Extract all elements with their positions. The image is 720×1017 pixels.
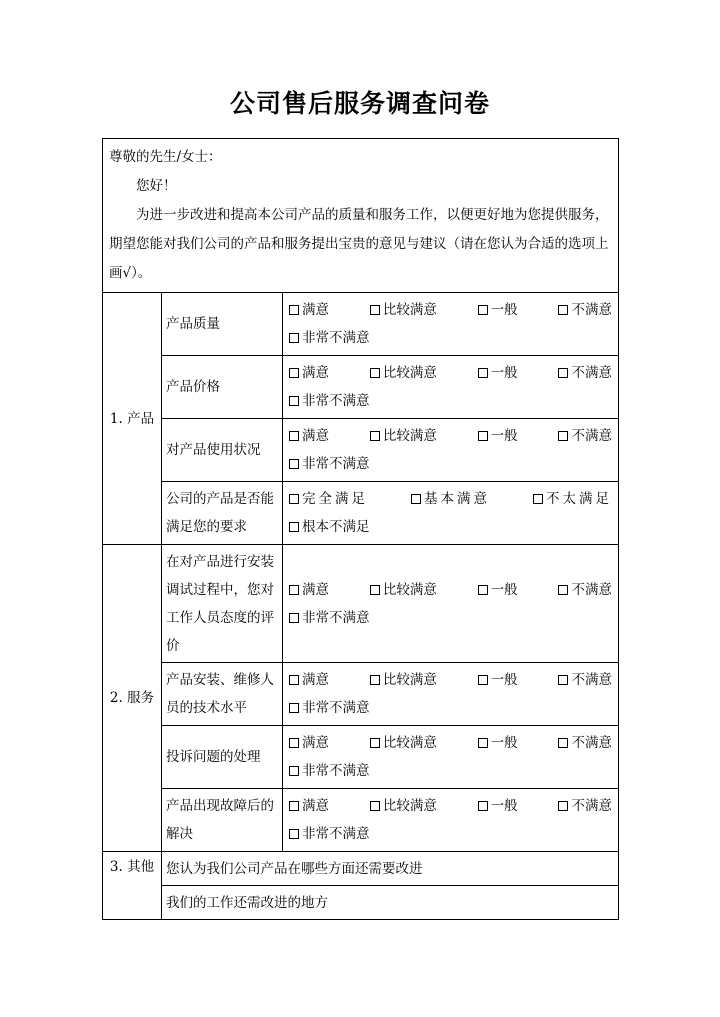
checkbox-icon[interactable] — [478, 431, 488, 441]
checkbox-icon[interactable] — [289, 305, 299, 315]
checkbox-icon[interactable] — [478, 585, 488, 595]
survey-table — [102, 138, 619, 920]
question-complaint-handling: 投诉问题的处理 — [162, 726, 283, 789]
options-fault-resolution — [283, 789, 619, 852]
checkbox-icon[interactable] — [370, 585, 380, 595]
question-product-quality: 产品质量 — [162, 293, 283, 356]
page-title: 公司售后服务调查问卷 — [229, 89, 490, 118]
options-product-price — [283, 356, 619, 419]
question-staff-attitude: 在对产品进行安装调试过程中，您对工作人员态度的评价 — [162, 545, 283, 663]
checkbox-icon[interactable] — [478, 675, 488, 685]
checkbox-icon[interactable] — [558, 585, 568, 595]
question-product-price: 产品价格 — [162, 356, 283, 419]
option-satisfied[interactable]: 满意 — [289, 422, 329, 450]
option-fairly-satisfied[interactable]: 比较满意 — [370, 576, 437, 604]
option-average[interactable]: 一般 — [478, 359, 518, 387]
checkbox-icon[interactable] — [558, 368, 568, 378]
option-dissatisfied[interactable]: 不满意 — [558, 359, 612, 387]
option-fully-meets[interactable]: 完全满足 — [289, 485, 368, 513]
option-satisfied[interactable]: 满意 — [289, 729, 329, 757]
option-satisfied[interactable]: 满意 — [289, 792, 329, 820]
option-basically-satisfied[interactable]: 基本满意 — [411, 485, 490, 513]
checkbox-icon[interactable] — [533, 494, 543, 504]
option-fairly-satisfied[interactable]: 比较满意 — [370, 296, 437, 324]
option-average[interactable]: 一般 — [478, 422, 518, 450]
options-staff-attitude — [283, 545, 619, 663]
section-label-service: 2. 服务 — [103, 545, 162, 852]
checkbox-icon[interactable] — [558, 801, 568, 811]
option-fairly-satisfied[interactable]: 比较满意 — [370, 729, 437, 757]
option-very-dissatisfied[interactable]: 非常不满意 — [289, 324, 370, 352]
checkbox-icon[interactable] — [478, 738, 488, 748]
checkbox-icon[interactable] — [289, 675, 299, 685]
option-fairly-satisfied[interactable]: 比较满意 — [370, 666, 437, 694]
checkbox-icon[interactable] — [289, 703, 299, 713]
option-very-dissatisfied[interactable]: 非常不满意 — [289, 450, 370, 478]
checkbox-icon[interactable] — [478, 368, 488, 378]
question-product-meets-needs: 公司的产品是否能满足您的要求 — [162, 482, 283, 545]
option-dissatisfied[interactable]: 不满意 — [558, 666, 612, 694]
checkbox-icon[interactable] — [558, 738, 568, 748]
option-average[interactable]: 一般 — [478, 792, 518, 820]
option-fairly-satisfied[interactable]: 比较满意 — [370, 422, 437, 450]
option-very-dissatisfied[interactable]: 非常不满意 — [289, 387, 370, 415]
checkbox-icon[interactable] — [289, 522, 299, 532]
option-average[interactable]: 一般 — [478, 729, 518, 757]
checkbox-icon[interactable] — [289, 494, 299, 504]
option-average[interactable]: 一般 — [478, 666, 518, 694]
intro-cell — [103, 139, 619, 293]
checkbox-icon[interactable] — [370, 431, 380, 441]
option-satisfied[interactable]: 满意 — [289, 359, 329, 387]
option-satisfied[interactable]: 满意 — [289, 666, 329, 694]
checkbox-icon[interactable] — [558, 305, 568, 315]
checkbox-icon[interactable] — [478, 305, 488, 315]
checkbox-icon[interactable] — [289, 801, 299, 811]
checkbox-icon[interactable] — [478, 801, 488, 811]
checkbox-icon[interactable] — [370, 675, 380, 685]
checkbox-icon[interactable] — [289, 396, 299, 406]
option-fairly-satisfied[interactable]: 比较满意 — [370, 792, 437, 820]
checkbox-icon[interactable] — [289, 459, 299, 469]
options-product-quality — [283, 293, 619, 356]
option-very-dissatisfied[interactable]: 非常不满意 — [289, 604, 370, 632]
checkbox-icon[interactable] — [289, 738, 299, 748]
option-very-dissatisfied[interactable]: 非常不满意 — [289, 757, 370, 785]
checkbox-icon[interactable] — [558, 431, 568, 441]
checkbox-icon[interactable] — [289, 431, 299, 441]
option-dissatisfied[interactable]: 不满意 — [558, 792, 612, 820]
question-product-improvement: 您认为我们公司产品在哪些方面还需要改进 — [162, 852, 619, 886]
question-work-improvement: 我们的工作还需改进的地方 — [162, 886, 619, 920]
checkbox-icon[interactable] — [370, 368, 380, 378]
options-product-usage — [283, 419, 619, 482]
option-satisfied[interactable]: 满意 — [289, 576, 329, 604]
checkbox-icon[interactable] — [289, 613, 299, 623]
checkbox-icon[interactable] — [289, 333, 299, 343]
option-dissatisfied[interactable]: 不满意 — [558, 576, 612, 604]
options-product-meets-needs — [283, 482, 619, 545]
checkbox-icon[interactable] — [289, 766, 299, 776]
option-does-not-meet[interactable]: 根本不满足 — [289, 513, 370, 541]
option-not-quite-meets[interactable]: 不太满足 — [533, 485, 612, 513]
hello: 您好！ — [136, 178, 177, 194]
checkbox-icon[interactable] — [411, 494, 421, 504]
intro-text: 为进一步改进和提高本公司产品的质量和服务工作，以便更好地为您提供服务，期望您能对我们公司的产品和服务提出宝贵的意见与建议（请在您认为合适的选项上画√）。 — [109, 207, 609, 281]
option-average[interactable]: 一般 — [478, 296, 518, 324]
option-dissatisfied[interactable]: 不满意 — [558, 422, 612, 450]
checkbox-icon[interactable] — [370, 305, 380, 315]
question-technician-skill: 产品安装、维修人员的技术水平 — [162, 663, 283, 726]
options-complaint-handling — [283, 726, 619, 789]
options-technician-skill — [283, 663, 619, 726]
checkbox-icon[interactable] — [558, 675, 568, 685]
option-fairly-satisfied[interactable]: 比较满意 — [370, 359, 437, 387]
option-dissatisfied[interactable]: 不满意 — [558, 729, 612, 757]
section-label-product: 1. 产品 — [103, 293, 162, 545]
option-very-dissatisfied[interactable]: 非常不满意 — [289, 694, 370, 722]
option-satisfied[interactable]: 满意 — [289, 296, 329, 324]
option-dissatisfied[interactable]: 不满意 — [558, 296, 612, 324]
greeting: 尊敬的先生/女士： — [109, 149, 222, 165]
question-product-usage: 对产品使用状况 — [162, 419, 283, 482]
checkbox-icon[interactable] — [289, 829, 299, 839]
question-fault-resolution: 产品出现故障后的解决 — [162, 789, 283, 852]
checkbox-icon[interactable] — [289, 585, 299, 595]
option-very-dissatisfied[interactable]: 非常不满意 — [289, 820, 370, 848]
checkbox-icon[interactable] — [289, 368, 299, 378]
option-average[interactable]: 一般 — [478, 576, 518, 604]
section-label-other: 3. 其他 — [103, 852, 162, 920]
checkbox-icon[interactable] — [370, 738, 380, 748]
checkbox-icon[interactable] — [370, 801, 380, 811]
